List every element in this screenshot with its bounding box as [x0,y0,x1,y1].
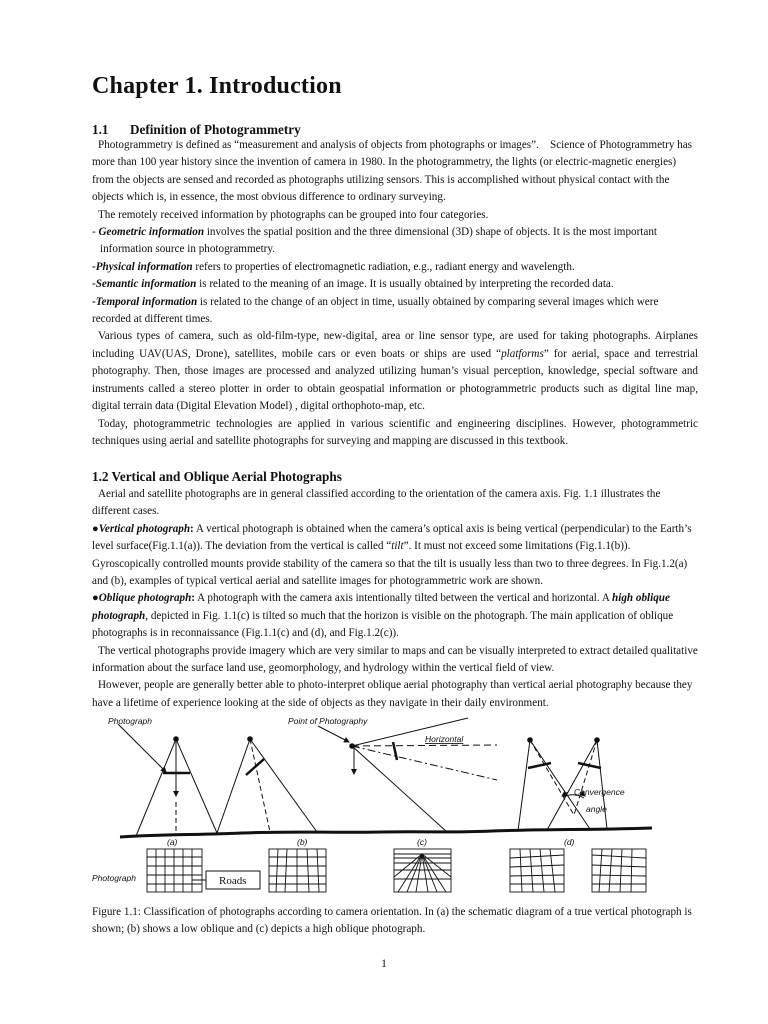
diagram-c-high-oblique [318,718,497,832]
oblique-photograph-item: ●Oblique photograph: A photograph with the camera axis intentionally tilted between the vertical and horizontal. A high oblique photograph, depicted in Fig. 1.1(c) is tilted so much that the horizon is visible on the photograph. The main application of oblique photographs is in reconnaissance (Fig.1.1(c) and (d), and Fig.1.2(c)). [92,592,674,640]
paragraph: Today, photogrammetric technologies are applied in various scientific and engineering disciplines. However, photogrammetric techniques using aerial and satellite photographs for surveying and mapping are discussed in this textbook. [92,417,698,447]
photo-grid-c [394,849,451,892]
photo-grid-b [269,849,326,892]
paragraph: The vertical photographs provide imagery which are very similar to maps and can be visually interpreted to extract detailed qualitative information about the surface land use, geomorphology, and hydrology within the vertical field of view. [92,644,698,675]
label-point-of-photography: Point of Photography [288,716,368,726]
diagram-b-low-oblique [217,736,317,833]
chapter-title: Chapter 1. Introduction [92,73,342,99]
diagram-d-convergent [518,737,607,831]
label-roads: Roads [219,875,247,887]
paragraph: The remotely received information by photographs can be grouped into four categories. [98,208,489,221]
section-1-1-heading [92,122,301,138]
sub-label-b: (b) [297,837,308,847]
label-convergence: Convergence [574,787,625,797]
section-1-2-body [92,486,698,712]
photo-grid-d-left [510,849,564,892]
paragraph: Aerial and satellite photographs are in general classified according to the orientation of the camera axis. Fig. 1.1 illustrates the different cases. [92,488,661,518]
section-1-1-body [92,137,698,450]
photo-grid-a [147,849,202,892]
section-number: 1.1 [92,122,109,137]
category-item: -Semantic information is related to the meaning of an image. It is usually obtained by interpreting the recorded data. [92,278,614,291]
sub-label-c: (c) [417,837,427,847]
sub-label-d: (d) [564,837,575,847]
paragraph: Various types of camera, such as old-film-type, new-digital, area or line sensor type, are used for taking photographs. Airplanes including UAV(UAS, Drone), satellites, mobile cars or even boats or ships are used “platforms” for aerial, space and terrestrial photography. Then, those images are processed and analyzed utilizing human’s visual perception, knowledge, special software and instruments called a stereo plotter in order to obtain geospatial information or photogrammetric products such as digital line map, digital terrain data (Digital Elevation Model) , digital orthophoto-map, etc. [92,330,698,413]
section-1-2-heading: 1.2 Vertical and Oblique Aerial Photographs [92,469,342,484]
label-photograph-top: Photograph [108,716,152,726]
page-number: 1 [381,958,387,970]
definition-sentence: Photogrammetry is defined as “measurement and analysis of objects from photographs or images”. [98,139,539,151]
vertical-photograph-item: ●Vertical photograph: A vertical photograph is obtained when the camera’s optical axis is being vertical (perpendicular) to the Earth’s level surface(Fig.1.1(a)). The deviation from the vertical is called “tilt”. It must not exceed some limitations (Fig.1.1(b)). Gyroscopically controlled mounts provide stability of the camera so that the tilt is usually less than two to three degrees. In Fig.1.2(a) and (b), examples of typical vertical aerial and satellite images for photogrammetric work are shown. [92,522,692,588]
figure-1-1 [92,712,672,894]
photo-grid-d-right [592,849,646,892]
paragraph: However, people are generally better able to photo-interpret oblique aerial photography than vertical aerial photography because they have a lifetime of experience looking at the side of objects as they navigate in their daily environment. [92,679,693,709]
section-title: Definition of Photogrammetry [130,122,301,137]
label-angle: angle [586,804,607,814]
ground-line [120,828,652,837]
category-item: - Geometric information involves the spatial position and the three dimensional (3D) shape of objects. It is the most important information source in photogrammetry. [92,226,657,256]
category-item: -Physical information refers to properties of electromagnetic radiation, e.g., radiant energy and wavelength. [92,260,575,273]
sub-label-a: (a) [167,837,178,847]
label-photograph-bottom: Photograph [92,873,136,883]
category-item: -Temporal information is related to the change of an object in time, usually obtained by comparing several images which were recorded at different times. [92,295,659,326]
diagram-a-vertical [118,724,217,836]
figure-caption: Figure 1.1: Classification of photographs according to camera orientation. In (a) the schematic diagram of a true vertical photograph is shown; (b) shows a low oblique and (c) depicts a high oblique photograph. [92,906,692,936]
label-horizontal: Horizontal [425,734,464,744]
paragraph: Photogrammetry is defined as “measurement and analysis of objects from photographs or images”. Science of Photogrammetry has more than 100 year history since the invention of camera in 1980. In the photogrammetry, the lights (or electric-magnetic energies) from the objects are sensed and recorded as photographs utilizing sensors. This is accomplished without physical contact with the objects which is, in essence, the most obvious difference to ordinary surveying. [92,139,693,204]
